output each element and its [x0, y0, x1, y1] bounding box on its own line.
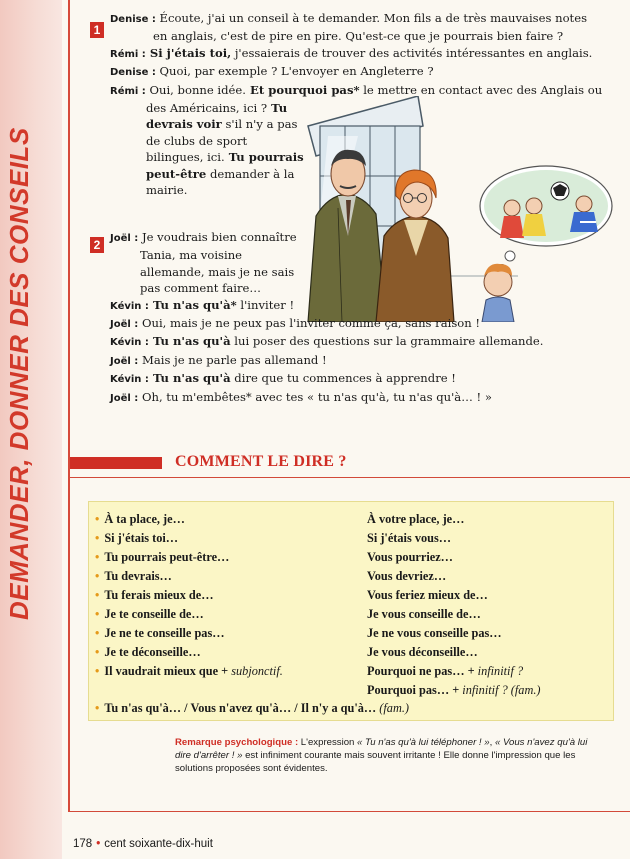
dialogue-line: mairie.	[146, 183, 188, 198]
dialogue-line: Kévin : Tu n'as qu'à* l'inviter !	[110, 297, 295, 312]
bullet-icon: •	[95, 664, 100, 678]
expression-item: • Tu ferais mieux de…	[95, 588, 214, 602]
dialogue-line: Rémi : Oui, bonne idée. Et pourquoi pas* le mettre en contact avec des Anglais ou	[110, 82, 603, 97]
heading-rule	[70, 477, 630, 478]
dialogue-line: Denise : Écoute, j'ai un conseil à te demander. Mon fils a de très mauvaises notes	[110, 11, 588, 25]
side-title: DEMANDER, DONNER DES CONSEILS	[4, 127, 34, 620]
expression-item: Pourquoi ne pas… + infinitif ?	[367, 664, 524, 678]
expression-item: Vous pourriez…	[367, 550, 453, 564]
dialogue-line: Kévin : Tu n'as qu'à dire que tu commences à apprendre !	[110, 371, 456, 386]
bullet-icon: •	[95, 550, 100, 564]
expression-item: Je ne vous conseille pas…	[367, 626, 502, 640]
dialogue-2	[110, 229, 610, 407]
bullet-icon: •	[95, 569, 100, 583]
dialogue-line: Denise : Quoi, par exemple ? L'envoyer en Angleterre ?	[110, 64, 434, 79]
expressions-left	[95, 510, 283, 681]
dialogue-line: de clubs de sport	[146, 133, 248, 148]
expression-item: • Je te conseille de…	[95, 607, 204, 621]
bullet-icon: •	[95, 701, 100, 715]
bullet-icon: •	[95, 607, 100, 621]
expression-item: • Tu n'as qu'à… / Vous n'avez qu'à… / Il n'y a qu'à… (fam.)	[95, 701, 410, 715]
side-rule	[68, 0, 70, 812]
expression-item: Pourquoi pas… + infinitif ? (fam.)	[367, 683, 541, 697]
dialogue-line: allemande, mais je ne sais	[140, 264, 295, 279]
page-footer	[73, 838, 213, 850]
page-number-words: cent soixante-dix-huit	[104, 838, 213, 850]
expression-item: Je vous déconseille…	[367, 645, 478, 659]
expression-full-row	[95, 699, 409, 718]
remark-note: Remarque psychologique : L'expression « Tu n'as qu'à lui téléphoner ! », « Vous n'avez qu'à lui dire d'arrêter ! » est infiniment courante mais souvent irritante ! Elle donne l'impression que les solutions proposées sont évidentes.	[175, 737, 588, 775]
expression-item: Vous feriez mieux de…	[367, 588, 488, 602]
dialogue-line: Rémi : Si j'étais toi, j'essaierais de trouver des activités intéressantes en anglais.	[110, 45, 593, 60]
dialogue-number-2: 2	[90, 237, 104, 253]
bullet-icon: •	[95, 512, 100, 526]
expression-item: • Il vaudrait mieux que + subjonctif.	[95, 664, 283, 678]
dialogue-line: bilingues, ici. Tu pourrais	[146, 150, 304, 165]
expression-item: Vous devriez…	[367, 569, 447, 583]
dialogue-line: Joël : Mais je ne parle pas allemand !	[110, 352, 327, 367]
dialogue-line: Joël : Je voudrais bien connaître	[110, 230, 297, 244]
expression-item: • Je ne te conseille pas…	[95, 626, 225, 640]
expression-item: Si j'étais vous…	[367, 531, 452, 545]
bottom-rule	[70, 811, 630, 812]
dialogue-line: en anglais, c'est de pire en pire. Qu'est-ce que je pourrais bien faire ?	[153, 29, 564, 44]
expressions-right	[367, 510, 541, 700]
dialogue-line: devrais voir s'il n'y a pas	[146, 117, 298, 132]
dialogue-number-1: 1	[90, 22, 104, 38]
expression-item: • À ta place, je…	[95, 512, 185, 526]
dialogue-line: peut-être demander à la	[146, 166, 295, 181]
bullet-icon: •	[95, 626, 100, 640]
expression-item: À votre place, je…	[367, 512, 465, 526]
expression-item: • Si j'étais toi…	[95, 531, 179, 545]
expression-item: • Tu pourrais peut-être…	[95, 550, 230, 564]
dialogue-line: Joël : Oui, mais je ne peux pas l'inviter comme ça, sans raison !	[110, 316, 481, 331]
expression-item: • Tu devrais…	[95, 569, 172, 583]
bullet-icon: •	[95, 588, 100, 602]
expression-item: Je vous conseille de…	[367, 607, 481, 621]
bullet-icon: •	[95, 645, 100, 659]
bullet-icon: •	[95, 531, 100, 545]
section-heading: COMMENT LE DIRE ?	[175, 453, 347, 470]
dialogue-line: des Américains, ici ? Tu	[146, 101, 288, 116]
dialogue-line: pas comment faire…	[140, 281, 262, 296]
expression-item: • Je te déconseille…	[95, 645, 201, 659]
page-number: 178	[73, 838, 93, 850]
dialogue-line: Kévin : Tu n'as qu'à lui poser des questions sur la grammaire allemande.	[110, 334, 544, 349]
dialogue-line: Joël : Oh, tu m'embêtes* avec tes « tu n'as qu'à, tu n'as qu'à… ! »	[110, 389, 492, 404]
dialogue-line: Tania, ma voisine	[140, 248, 243, 263]
footer-dot-icon: •	[96, 838, 101, 850]
heading-bar	[70, 457, 162, 469]
